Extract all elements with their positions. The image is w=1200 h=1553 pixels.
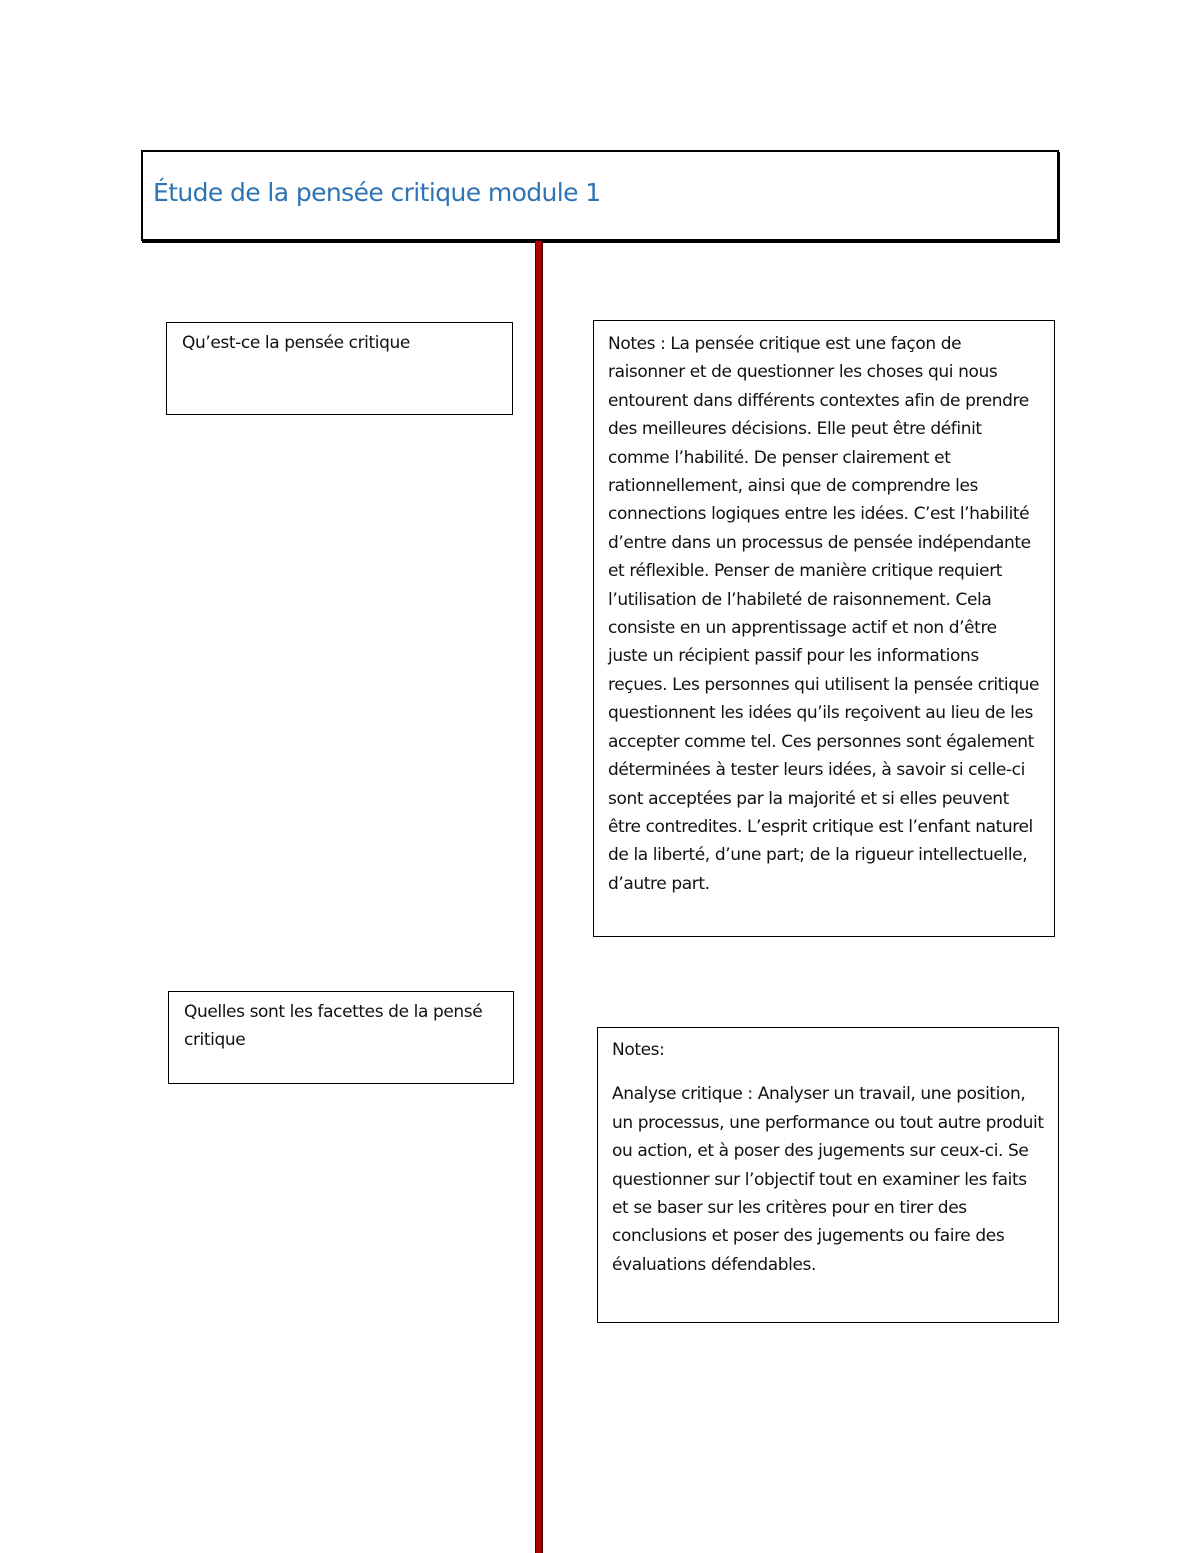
question-text-2: Quelles sont les facettes de la pensé critique <box>184 1002 483 1051</box>
title-box <box>141 150 1059 241</box>
question-box-2 <box>168 991 514 1084</box>
question-text-1: Qu’est-ce la pensée critique <box>182 333 410 353</box>
notes-text-2: Analyse critique : Analyser un travail, une position, un processus, une performance ou tout autre produit ou action, et à poser des jugements sur ceux-ci. Se questionner sur l’objectif tout en examiner les faits et se baser sur les critères pour en tirer des conclusions et poser des jugements ou faire des évaluations défendables. <box>612 1084 1044 1275</box>
vertical-divider-line <box>535 241 543 1553</box>
page-title: Étude de la pensée critique module 1 <box>153 178 601 207</box>
notes-box-2 <box>597 1027 1059 1323</box>
notes-heading-2: Notes: <box>612 1040 665 1060</box>
question-box-1 <box>166 322 513 415</box>
notes-text-1: Notes : La pensée critique est une façon de raisonner et de questionner les choses qui nous entourent dans différents contextes afin de prendre des meilleures décisions. Elle peut être définit comme l’habilité. De penser clairement et rationnellement, ainsi que de comprendre les connections logiques entre les idées. C’est l’habilité d’entre dans un processus de pensée indépendante et réflexible. Penser de manière critique requiert l’utilisation de l’habileté de raisonnement. Cela consiste en un apprentissage actif et non d’être juste un récipient passif pour les informations reçues. Les personnes qui utilisent la pensée critique questionnent les idées qu’ils reçoivent au lieu de les accepter comme tel. Ces personnes sont également déterminées à tester leurs idées, à savoir si celle-ci sont acceptées par la majorité et si elles peuvent être contredites. L’esprit critique est l’enfant naturel de la liberté, d’une part; de la rigueur intellectuelle, d’autre part. <box>608 334 1040 894</box>
notes-box-1 <box>593 320 1055 937</box>
